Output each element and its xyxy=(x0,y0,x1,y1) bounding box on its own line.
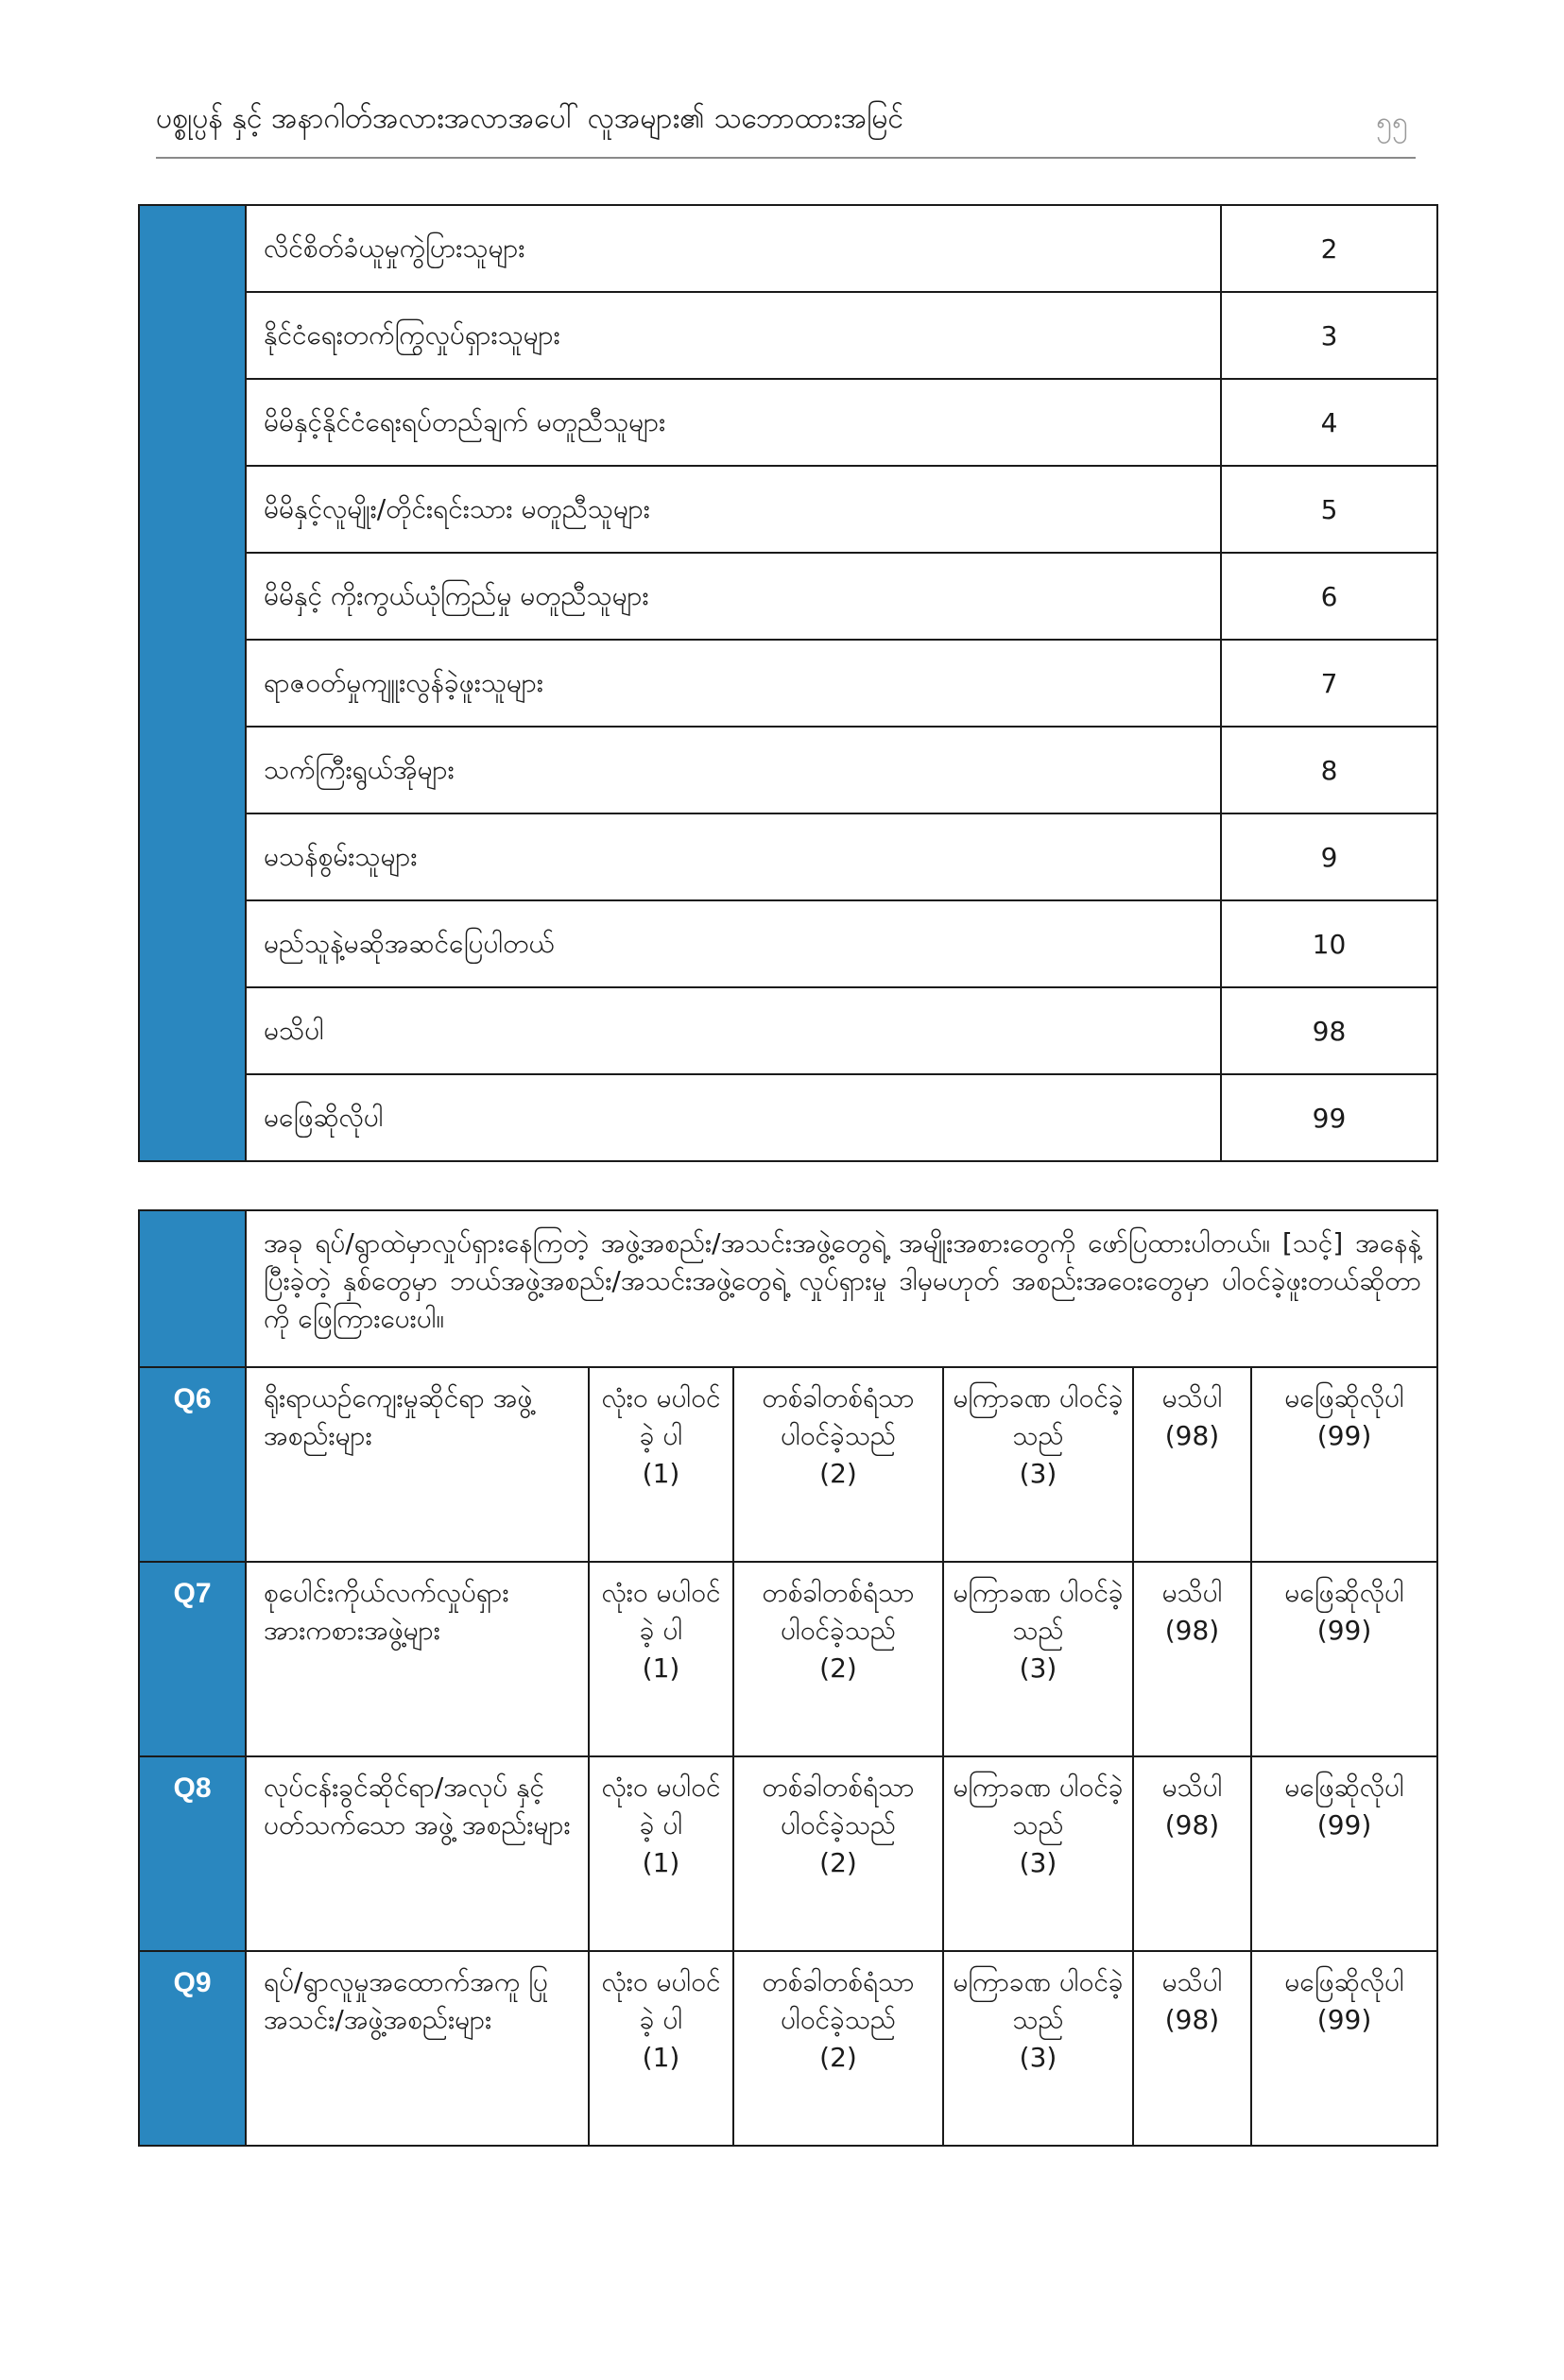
option-code: 2 xyxy=(1221,205,1437,292)
answer-option-text: တစ်ခါတစ်ရံသာ ပါဝင်ခဲ့သည် xyxy=(762,1382,915,1451)
answer-option xyxy=(943,1562,1133,1756)
answer-option-text: မကြာခဏ ပါဝင်ခဲ့သည် xyxy=(953,1966,1124,2035)
question-row xyxy=(139,1756,1437,1951)
answer-option xyxy=(589,1756,733,1951)
answer-option-text: တစ်ခါတစ်ရံသာ ပါဝင်ခဲ့သည် xyxy=(762,1772,915,1841)
question-label: စုပေါင်းကိုယ်လက်လှုပ်ရှား အားကစားအဖွဲ့များ xyxy=(246,1562,589,1756)
option-label: မိမိနှင့်လူမျိုး/တိုင်းရင်းသား မတူညီသူများ xyxy=(246,466,1221,553)
answer-option-code: (99) xyxy=(1316,1615,1372,1646)
answer-option xyxy=(589,1951,733,2146)
option-label: မသိပါ xyxy=(246,987,1221,1074)
option-label: မိမိနှင့်နိုင်ငံရေးရပ်တည်ချက် မတူညီသူများ xyxy=(246,379,1221,466)
option-row xyxy=(139,553,1437,640)
option-label: နိုင်ငံရေးတက်ကြွလှုပ်ရှားသူများ xyxy=(246,292,1221,379)
question-label: လုပ်ငန်းခွင်ဆိုင်ရာ/အလုပ် နှင့်ပတ်သက်သော အဖွဲ့ အစည်းများ xyxy=(246,1756,589,1951)
answer-option xyxy=(733,1951,943,2146)
answer-option xyxy=(589,1367,733,1562)
option-code: 98 xyxy=(1221,987,1437,1074)
option-label: လိင်စိတ်ခံယူမှုကွဲပြားသူများ xyxy=(246,205,1221,292)
answer-option-text: မကြာခဏ ပါဝင်ခဲ့သည် xyxy=(953,1382,1124,1451)
answer-option-text: မဖြေဆိုလိုပါ xyxy=(1284,1382,1404,1413)
answer-option xyxy=(1251,1367,1437,1562)
answer-option-text: မကြာခဏ ပါဝင်ခဲ့သည် xyxy=(953,1772,1124,1841)
answer-option-text: မသိပါ xyxy=(1161,1966,1223,1997)
answer-option-text: မသိပါ xyxy=(1161,1382,1223,1413)
page-number: ၅၅ xyxy=(1376,106,1408,139)
answer-option-text: လုံးဝ မပါဝင်ခဲ့ ပါ xyxy=(601,1772,721,1841)
answer-option-text: မသိပါ xyxy=(1161,1577,1223,1608)
answer-option-text: တစ်ခါတစ်ရံသာ ပါဝင်ခဲ့သည် xyxy=(762,1966,915,2035)
answer-option-code: (2) xyxy=(819,1847,857,1878)
blue-side-band xyxy=(139,1210,246,1367)
question-id: Q9 xyxy=(139,1951,246,2146)
blue-side-band xyxy=(139,205,246,1161)
option-row xyxy=(139,987,1437,1074)
option-row xyxy=(139,466,1437,553)
option-code: 9 xyxy=(1221,813,1437,900)
answer-option-text: လုံးဝ မပါဝင်ခဲ့ ပါ xyxy=(601,1382,721,1451)
answer-option-code: (2) xyxy=(819,1652,857,1684)
option-label: ရာဇဝတ်မှုကျူးလွန်ခဲ့ဖူးသူများ xyxy=(246,640,1221,727)
answer-option-text: မဖြေဆိုလိုပါ xyxy=(1284,1577,1404,1608)
answer-option xyxy=(1133,1756,1251,1951)
answer-option xyxy=(1133,1367,1251,1562)
answer-option-text: လုံးဝ မပါဝင်ခဲ့ ပါ xyxy=(601,1966,721,2035)
option-code: 3 xyxy=(1221,292,1437,379)
answer-option-code: (3) xyxy=(1019,1458,1057,1489)
response-options-table xyxy=(138,204,1438,1162)
header-title: ပစ္စုပ္ပန် နှင့် အနာဂါတ်အလားအလာအပေါ် လူအများ၏ သဘောထားအမြင် xyxy=(156,102,904,135)
option-label: မည်သူနဲ့မဆိုအဆင်ပြေပါတယ် xyxy=(246,900,1221,987)
answer-option-text: တစ်ခါတစ်ရံသာ ပါဝင်ခဲ့သည် xyxy=(762,1577,915,1646)
answer-option xyxy=(733,1756,943,1951)
option-code: 10 xyxy=(1221,900,1437,987)
option-code: 7 xyxy=(1221,640,1437,727)
option-code: 99 xyxy=(1221,1074,1437,1161)
answer-option xyxy=(1251,1562,1437,1756)
question-row xyxy=(139,1562,1437,1756)
option-label: သက်ကြီးရွယ်အိုများ xyxy=(246,727,1221,813)
answer-option xyxy=(943,1756,1133,1951)
question-label: ရိုးရာယဉ်ကျေးမှုဆိုင်ရာ အဖွဲ့အစည်းများ xyxy=(246,1367,589,1562)
answer-option-text: မဖြေဆိုလိုပါ xyxy=(1284,1772,1404,1803)
answer-option-code: (2) xyxy=(819,2042,857,2073)
option-row xyxy=(139,205,1437,292)
option-row xyxy=(139,1074,1437,1161)
option-row xyxy=(139,900,1437,987)
participation-question-table xyxy=(138,1209,1438,2147)
answer-option-text: လုံးဝ မပါဝင်ခဲ့ ပါ xyxy=(601,1577,721,1646)
question-id: Q8 xyxy=(139,1756,246,1951)
option-row xyxy=(139,727,1437,813)
answer-option-code: (3) xyxy=(1019,2042,1057,2073)
question-id: Q7 xyxy=(139,1562,246,1756)
answer-option-code: (1) xyxy=(642,1458,680,1489)
answer-option xyxy=(943,1951,1133,2146)
answer-option xyxy=(589,1562,733,1756)
answer-option-code: (98) xyxy=(1164,1420,1220,1451)
option-row xyxy=(139,292,1437,379)
answer-option-code: (99) xyxy=(1316,1809,1372,1841)
answer-option xyxy=(1251,1951,1437,2146)
instruction-row xyxy=(139,1210,1437,1367)
answer-option-code: (1) xyxy=(642,1652,680,1684)
option-code: 6 xyxy=(1221,553,1437,640)
question-row xyxy=(139,1951,1437,2146)
option-label: မဖြေဆိုလိုပါ xyxy=(246,1074,1221,1161)
question-id: Q6 xyxy=(139,1367,246,1562)
option-code: 5 xyxy=(1221,466,1437,553)
answer-option-code: (98) xyxy=(1164,2004,1220,2035)
answer-option-code: (3) xyxy=(1019,1847,1057,1878)
answer-option xyxy=(733,1367,943,1562)
answer-option xyxy=(1133,1951,1251,2146)
option-label: မသန်စွမ်းသူများ xyxy=(246,813,1221,900)
option-row xyxy=(139,640,1437,727)
option-code: 8 xyxy=(1221,727,1437,813)
answer-option-code: (98) xyxy=(1164,1615,1220,1646)
answer-option-text: မကြာခဏ ပါဝင်ခဲ့သည် xyxy=(953,1577,1124,1646)
answer-option-code: (3) xyxy=(1019,1652,1057,1684)
question-row xyxy=(139,1367,1437,1562)
answer-option xyxy=(733,1562,943,1756)
question-label: ရပ်/ရွာလူမှုအထောက်အကူ ပြု အသင်း/အဖွဲ့အစည်းများ xyxy=(246,1951,589,2146)
answer-option-code: (2) xyxy=(819,1458,857,1489)
answer-option-text: မဖြေဆိုလိုပါ xyxy=(1284,1966,1404,1997)
option-label: မိမိနှင့် ကိုးကွယ်ယုံကြည်မှု မတူညီသူများ xyxy=(246,553,1221,640)
page-header xyxy=(156,91,1416,159)
answer-option-code: (1) xyxy=(642,2042,680,2073)
answer-option xyxy=(1133,1562,1251,1756)
option-code: 4 xyxy=(1221,379,1437,466)
answer-option-code: (1) xyxy=(642,1847,680,1878)
option-row xyxy=(139,379,1437,466)
answer-option-code: (99) xyxy=(1316,1420,1372,1451)
answer-option-code: (98) xyxy=(1164,1809,1220,1841)
answer-option-text: မသိပါ xyxy=(1161,1772,1223,1803)
question-instruction: အခု ရပ်/ရွာထဲမှာလှုပ်ရှားနေကြတဲ့ အဖွဲ့အစည်း/အသင်းအဖွဲ့တွေရဲ့ အမျိုးအစားတွေကို ဖော်ပြထားပါတယ်။ [သင့်] အနေနဲ့ ပြီးခဲ့တဲ့ နှစ်တွေမှာ ဘယ်အဖွဲ့အစည်း/အသင်းအဖွဲ့တွေရဲ့ လှုပ်ရှားမှု ဒါမှမဟုတ် အစည်းအဝေးတွေမှာ ပါဝင်ခဲ့ဖူးတယ်ဆိုတာကို ဖြေကြားပေးပါ။ xyxy=(246,1210,1437,1367)
answer-option xyxy=(943,1367,1133,1562)
option-row xyxy=(139,813,1437,900)
answer-option xyxy=(1251,1756,1437,1951)
answer-option-code: (99) xyxy=(1316,2004,1372,2035)
